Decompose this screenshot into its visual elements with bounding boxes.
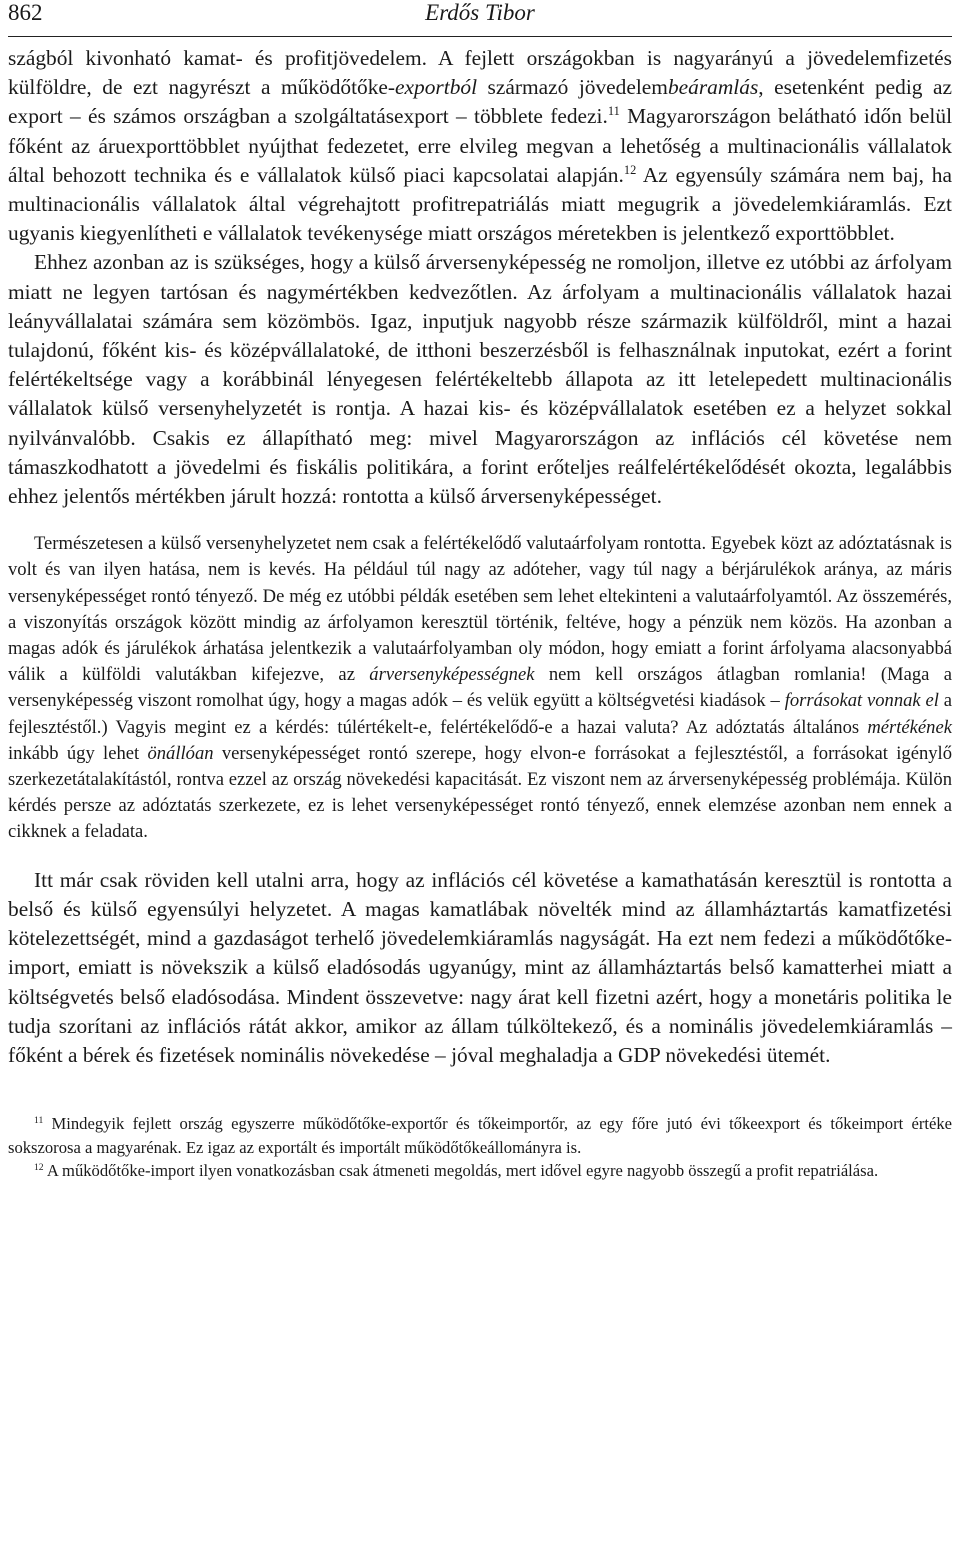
paragraph-4: Itt már csak röviden kell utalni arra, hogy az inflációs cél követése a kamathatásán keresztül is rontotta a belső és külső egyensúlyi helyzetet. A magas kamatlábak növelték mind az államháztartás kamatfizetési kötelezettségét, mind a gazdaságot terhelő jövedelemkiáramlás nagyságát. Ha ezt nem fedezi a működőtőke-import, emiatt is növekszik a külső eladósodás ugyanúgy, mint az államháztartás belső kamatterhei miatt a költségvetés belső eladósodása. Mindent összevetve: nagy árat kell fizetni azért, hogy a monetáris politika le tudja szorítani az inflációs rátát akkor, amikor az állam túlköltekező, és a nominális jövedelemkiáramlás – főként a bérek és fizetések nominális növekedése – jóval meghaladja a GDP növekedési ütemét.	[8, 867, 952, 1067]
main-text	[8, 44, 952, 511]
footnote-11: $^{11}$ Mindegyik fejlett ország egyszerre működőtőke-exportőr és tőkeimportőr, az egy főre jutó évi tőkeexport és tőkeimport értéke sokszorosa a magyarénak. Ez igaz az exportált és importált működőtőkeállományra is.	[8, 1114, 952, 1157]
footnote-12: $^{12}$ A működőtőke-import ilyen vonatkozásban csak átmeneti megoldás, mert idővel egyre nagyobb összegű a profit repatriálása.	[34, 1161, 879, 1181]
header-rule	[8, 36, 952, 37]
footnote-number: 11	[34, 1114, 44, 1126]
page-header	[8, 0, 952, 44]
paragraph-1: szágból kivonható kamat- és profitjövedelem. A fejlett országokban is nagyarányú a jövedelemfizetés külföldre, de ezt nagyrészt a működőtőke-exportból származó jövedelembeáramlás, esetenként pedig az export – és számos országban a szolgáltatásexport – többlete fedezi.$^{11}$ Magyarországon belátható időn belül főként az áruexporttöbblet nyújthat fedezetet, erre elvileg megvan a lehetőség a multinacionális vállalatok által behozott technika és e vállalatok külső piaci kapcsolatai alapján.$^{12}$ Az egyensúly számára nem baj, ha multinacionális vállalatok által végrehajtott profitrepatriálás miatt megugrik a jövedelemkiáramlás. Ezt ugyanis kiegyenlítheti e vállalatok tevékenysége miatt országos méretekben is jelentkező exporttöbblet.	[8, 46, 953, 246]
footnote-ref-12[interactable]: 12	[623, 162, 637, 177]
paragraph-3: Természetesen a külső versenyhelyzetet nem csak a felértékelődő valutaárfolyam rontotta. Egyebek közt az adóztatásnak is volt és van ilyen hatása, nem is kevés. Ha például túl nagy az adóteher, vagy túl nagy a bérjárulékok aránya, az máris versenyképességet rontó tényező. De még ez utóbbi példák esetében sem lehet eltekinteni a valutaárfolyamtól. Az összemérés, a viszonyítás országok között mindig az árfolyamon keresztül történik, feltéve, hogy a pénzük nem közös. Ha azonban a magas adók és járulékok árhatása jelentkezik a valutaárfolyamban oly módon, hogy emiatt a forint árfolyama alacsonyabbá válik a külföldi valutákban kifejezve, az árversenyképességnek nem kell országos átlagban romlania! (Maga a versenyképesség viszont romolhat úgy, hogy a magas adók – és velük együtt a költségvetési kiadások – forrásokat vonnak el a fejlesztéstől.) Vagyis megint ez a kérdés: túlértékelt-e, felértékelődő-e a hazai valuta? Az adóztatás általános mértékének inkább úgy lehet önállóan versenyképességet rontó szerepe, hogy elvon-e forrásokat a fejlesztéstől, a forrásokat igénylő szerkezetátalakítástól, rontva ezzel az ország növekedési kapacitását. Ez viszont nem az árversenyképesség problémája. Külön kérdés persze az adóztatás szerkezete, ez is lehet versenyképességet rontó tényező, ennek elemzése azonban nem ennek a cikknek a feladata.	[8, 533, 953, 843]
document-page	[8, 0, 952, 1183]
footnotes	[8, 1112, 952, 1183]
footnote-number: 12	[34, 1162, 44, 1174]
running-head: Erdős Tibor	[425, 0, 535, 25]
page-number: 862	[8, 0, 43, 25]
footnote-ref-11[interactable]: 11	[607, 104, 620, 119]
paragraph-2: Ehhez azonban az is szükséges, hogy a külső árversenyképesség ne romoljon, illetve ez utóbbi az árfolyam miatt ne legyen tartósan és nagymértékben kedvezőtlen. Az árfolyam a multinacionális vállalatok hazai leányvállalatai számára sem közömbös. Igaz, inputjuk nagyobb része származik külföldről, mint a hazai tulajdonú, főként kis- és középvállalatoké, de itthoni beszerzésből is felhasználnak inputokat, ezért a forint felértékeltsége vagy a korábbinál lényegesen felértékeltebb állapota az itt letelepedett multinacionális vállalatok külső versenyhelyzetét is rontja. A hazai kis- és középvállalatok esetében ez a helyzet sokkal nyilvánvalóbb. Csakis ez állapítható meg: mivel Magyarországon az inflációs cél követése nem támaszkodhatott a jövedelmi és fiskális politikára, a forint erőteljes reálfelértékelődését okozta, legalábbis ehhez jelentős mértékben járult hozzá: rontotta a külső árversenyképességet.	[8, 250, 952, 509]
